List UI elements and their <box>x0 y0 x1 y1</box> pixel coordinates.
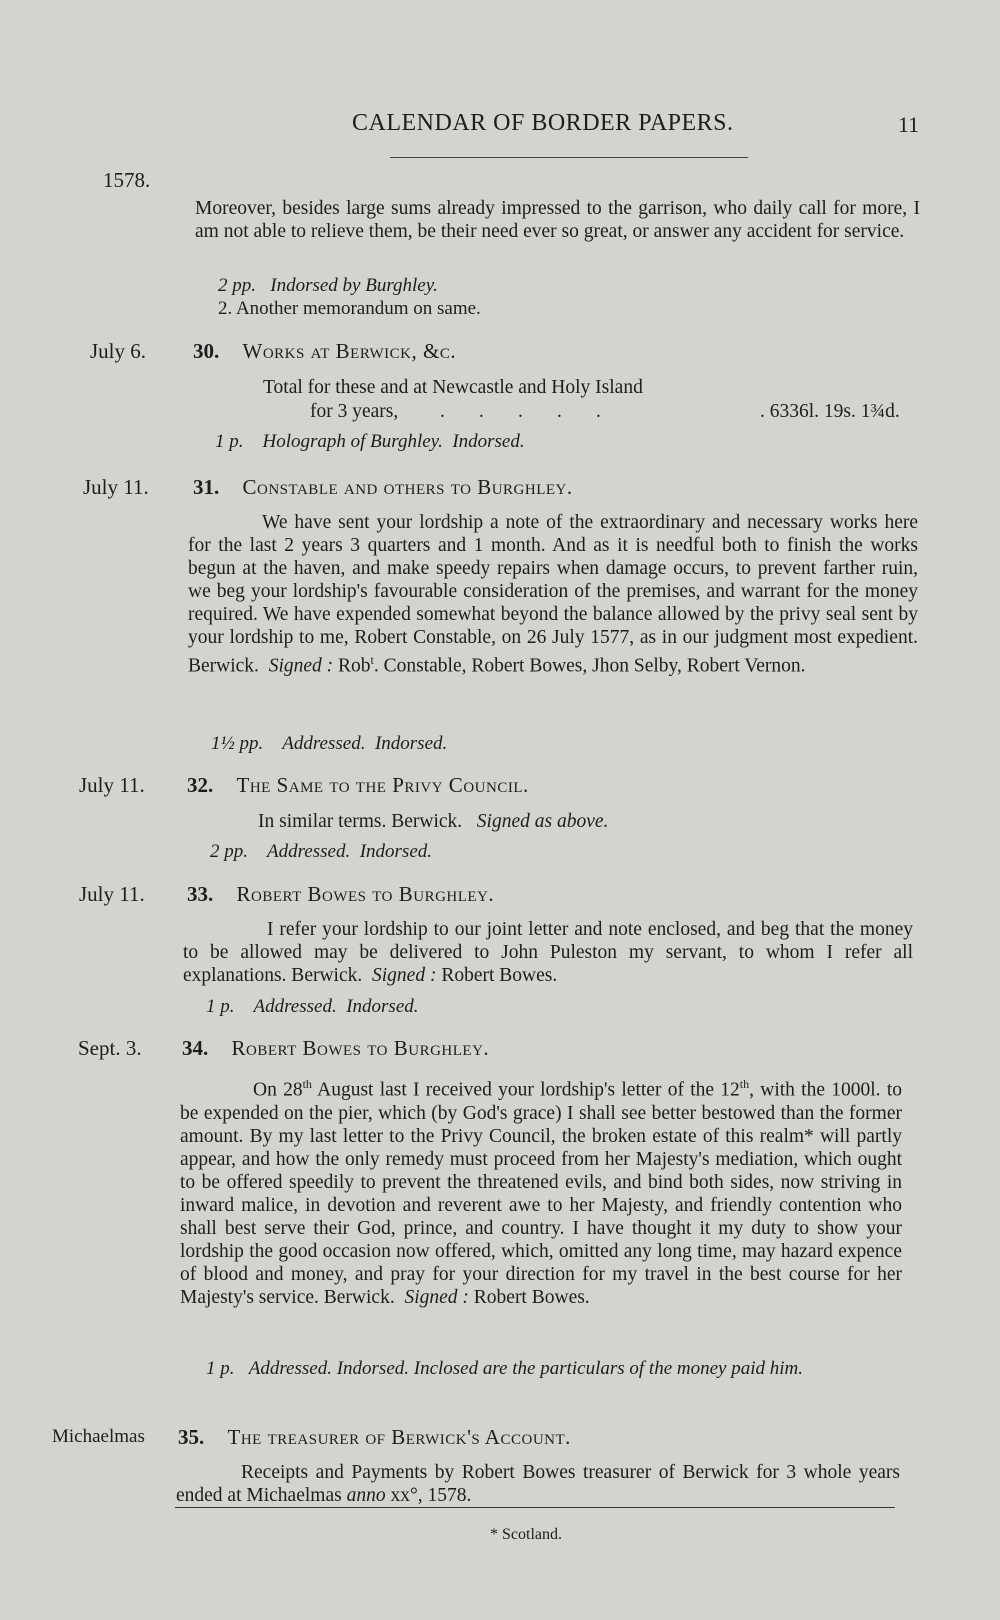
entry-33-number: 33. <box>187 882 214 906</box>
entry-33-title: Robert Bowes to Burghley. <box>236 882 495 906</box>
entry-30-date: July 6. <box>90 339 147 363</box>
running-title: CALENDAR OF BORDER PAPERS. <box>352 110 734 136</box>
entry-33-text <box>183 918 913 987</box>
entry-30-pages: 1 p. <box>215 431 244 452</box>
entry-30-amount: . 6336l. 19s. 1¾d. <box>760 401 900 422</box>
entry-32-note-text: Addressed. Indorsed. <box>267 841 432 862</box>
footnote: * Scotland. <box>490 1526 562 1543</box>
entry-31-heading <box>193 475 573 500</box>
entry-33-body: I refer your lordship to our joint letter and note enclosed, and beg that the money to be allowed may be delivered to John Puleston my servant, to whom I refer all explanations. Berwick. <box>183 919 913 986</box>
entry-30-number: 30. <box>193 339 220 363</box>
year-margin: 1578. <box>103 168 151 192</box>
entry-34-signatory: Robert Bowes. <box>473 1286 590 1308</box>
entry-31-note <box>211 733 447 755</box>
entry-32-pages: 2 pp. <box>210 841 248 862</box>
entry-30-note-text: Holograph of Burghley. Indorsed. <box>262 431 525 452</box>
entry-32-signed: Signed as above. <box>476 811 609 832</box>
entry-34-sup-a: th <box>302 1077 312 1091</box>
entry-30-title: Works at Berwick, &c. <box>242 339 457 363</box>
entry-35-date: Michaelmas <box>52 1426 145 1447</box>
entry-32-number: 32. <box>187 773 214 797</box>
entry-35-text <box>176 1461 900 1507</box>
entry-31-title: Constable and others to Burghley. <box>242 475 573 499</box>
entry-35-number: 35. <box>178 1425 205 1449</box>
entry-31-body: We have sent your lordship a note of the extraordinary and necessary works here for the last 2 years 3 quarters and 1 month. And as it is needful both to finish the works begun at the haven, and make speedy repairs when damage occurs, to prevent farther ruin, we beg your lordship's favourable consideration of the premises, and warrant for the money required. We have expended somewhat beyond the balance allowed by the privy seal sent by your lordship to me, Robert Constable, on 26 July 1577, as in our judgment most expedient. Berwick. <box>188 512 918 677</box>
entry-32-date: July 11. <box>79 773 145 797</box>
continuation-pages: 2 pp. <box>218 275 256 296</box>
header-rule <box>390 157 748 158</box>
entry-31-pages: 1½ pp. <box>211 733 264 754</box>
entry-32-text: In similar terms. Berwick. <box>258 811 463 832</box>
entry-31-text <box>188 511 918 678</box>
entry-34-body-c: , with the 1000l. to be expended on the pier, which (by God's grace) I shall see better bestowed than the former amount. By my last letter to the Privy Council, the broken estate of this realm* will partly appear, and how the only remedy must proceed from her Majesty's mediation, which ought to be offered speedily to prevent the threatened evils, and bind both sides, now striving in inward malice, in devotion and reverent awe to her Majesty, and friendly contention who shall best serve their God, prince, and country. I have thought it my duty to show your lordship the good occasion now offered, which, omitted any long time, may hazard expence of blood and money, and pray for your direction for my travel in the best course for her Majesty's service. Berwick. <box>180 1079 902 1308</box>
entry-31-signed-label: Signed : <box>268 655 334 677</box>
entry-33-heading <box>187 882 494 907</box>
entry-35-anno: anno <box>346 1485 386 1506</box>
entry-35-body-a: Receipts and Payments by Robert Bowes treasurer of Berwick for 3 whole years ended at Michaelmas <box>176 1462 900 1506</box>
entry-30-total-line1: Total for these and at Newcastle and Holy Island <box>263 377 643 398</box>
entry-33-signatory: Robert Bowes. <box>441 965 558 986</box>
entry-34-body-b: August last I received your lordship's letter of the 12 <box>311 1079 740 1101</box>
entry-35-body-b: xx°, 1578. <box>390 1485 472 1506</box>
entry-30-note <box>215 431 525 453</box>
entry-34-signed-label: Signed : <box>404 1286 469 1308</box>
entry-32-text-line <box>258 810 608 833</box>
entry-32-note <box>210 841 432 863</box>
entry-33-date: July 11. <box>79 882 145 906</box>
entry-34-date: Sept. 3. <box>78 1036 142 1060</box>
entry-34-sup-b: th <box>739 1077 750 1091</box>
entry-34-note-text: Addressed. Indorsed. Inclosed are the particulars of the money paid him. <box>248 1358 804 1379</box>
entry-31-number: 31. <box>193 475 220 499</box>
entry-34-number: 34. <box>182 1036 209 1060</box>
entry-33-signed-label: Signed : <box>372 965 437 986</box>
entry-34-pages: 1 p. <box>206 1358 235 1379</box>
entry-30-total-line2: for 3 years, <box>310 401 399 422</box>
entry-35-title: The treasurer of Berwick's Account. <box>227 1425 571 1449</box>
entry-32-title: The Same to the Privy Council. <box>236 773 529 797</box>
entry-31-date: July 11. <box>83 475 149 499</box>
entry-33-pages: 1 p. <box>206 996 235 1017</box>
entry-34-heading <box>182 1036 489 1061</box>
continuation-note <box>218 275 438 297</box>
entry-31-rob-sup: t <box>370 653 374 667</box>
entry-30-heading <box>193 339 456 364</box>
entry-34-title: Robert Bowes to Burghley. <box>231 1036 490 1060</box>
entry-31-signatories: . Constable, Robert Bowes, Jhon Selby, Robert Vernon. <box>373 655 806 677</box>
entry-30-leaders: . . . . . <box>440 401 601 422</box>
entry-31-note-text: Addressed. Indorsed. <box>282 733 448 754</box>
entry-34-note <box>176 1358 901 1380</box>
entry-32-heading <box>187 773 529 798</box>
footnote-rule <box>175 1507 895 1508</box>
entry-33-note-text: Addressed. Indorsed. <box>253 996 419 1017</box>
entry-34-body-a: On 28 <box>253 1079 303 1101</box>
entry-31-rob: Rob <box>338 655 371 677</box>
page-number: 11 <box>898 112 920 137</box>
entry-35-heading <box>178 1425 571 1450</box>
entry-33-note <box>206 996 419 1018</box>
continuation-text: Moreover, besides large sums already impressed to the garrison, who daily call for more, I am not able to relieve them, be their need ever so great, or answer any accident for service. <box>195 198 920 242</box>
entry-34-text <box>180 1073 902 1309</box>
continuation-item2: 2. Another memorandum on same. <box>218 298 481 319</box>
continuation-indorsed: Indorsed by Burghley. <box>270 275 438 296</box>
